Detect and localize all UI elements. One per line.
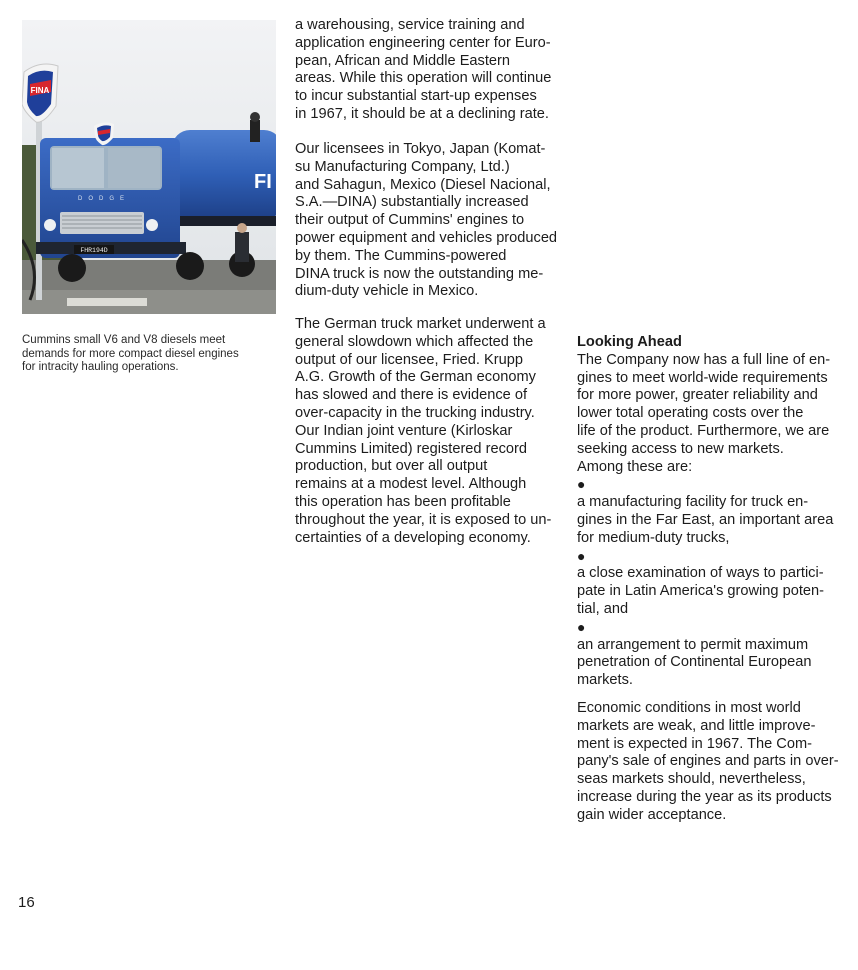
column-right-closing — [577, 700, 852, 825]
svg-text:FHR194D: FHR194D — [80, 247, 108, 254]
bullet-icon: ● — [577, 618, 586, 635]
paragraph: Economic conditions in most world markets are weak, and little improve- ment is expected in 1967. The Com- pany's sale of engines and parts in over- seas markets should, nevertheless, increase during the year as its products gain wider acceptance. — [577, 700, 839, 823]
bullet-icon: ● — [577, 547, 586, 564]
list-item: a manufacturing facility for truck en- gines in the Far East, an important area for medium-duty trucks, — [577, 494, 834, 546]
paragraph: a warehousing, service training and application engineering center for Euro- pean, African and Middle Eastern areas. While this operation will continue to incur substantial start-up expenses in 1967, it should be at a declining rate. — [295, 17, 552, 122]
paragraph: The German truck market underwent a general slowdown which affected the output of our licensee, Fried. Krupp A.G. Growth of the German economy has slowed and there is evidence of over-capacity in the trucking industry. Our Indian joint venture (Kirloskar Cummins Limited) registered record production, but over all output remains at a modest level. Although this operation has been profitable throughout the year, it is exposed to un- certainties of a developing economy. — [295, 316, 552, 546]
svg-text:FI: FI — [254, 171, 272, 193]
photo-caption: Cummins small V6 and V8 diesels meet demands for more compact diesel engines for intracity hauling operations. — [22, 334, 239, 374]
svg-text:FINA: FINA — [30, 86, 50, 95]
paragraph: The Company now has a full line of en- gines to meet world-wide requirements for more power, greater reliability and lower total operating costs over the life of the product. Furthermore, we are seeking access to new markets. Among these are: — [577, 351, 831, 475]
page-number: 16 — [18, 894, 35, 911]
column-middle-germany — [295, 316, 570, 547]
truck-photo — [22, 20, 276, 314]
svg-text:DODGE: DODGE — [77, 196, 131, 202]
list-item: a close examination of ways to partici- pate in Latin America's growing poten- tial, and — [577, 565, 824, 617]
column-middle — [295, 17, 570, 124]
section-heading: Looking Ahead — [577, 334, 682, 350]
list-item: an arrangement to permit maximum penetration of Continental European markets. — [577, 636, 812, 689]
column-right — [577, 334, 852, 690]
truck-illustration — [22, 20, 276, 314]
column-middle-licensees — [295, 141, 570, 301]
bullet-icon: ● — [577, 476, 586, 493]
paragraph: Our licensees in Tokyo, Japan (Komat- su Manufacturing Company, Ltd.) and Sahagun, Mexico (Diesel Nacional, S.A.—DINA) substantially increased their output of Cummins' engines to power equipment and vehicles produced by them. The Cummins-powered DINA truck is now the outstanding me- dium-duty vehicle in Mexico. — [295, 141, 558, 300]
